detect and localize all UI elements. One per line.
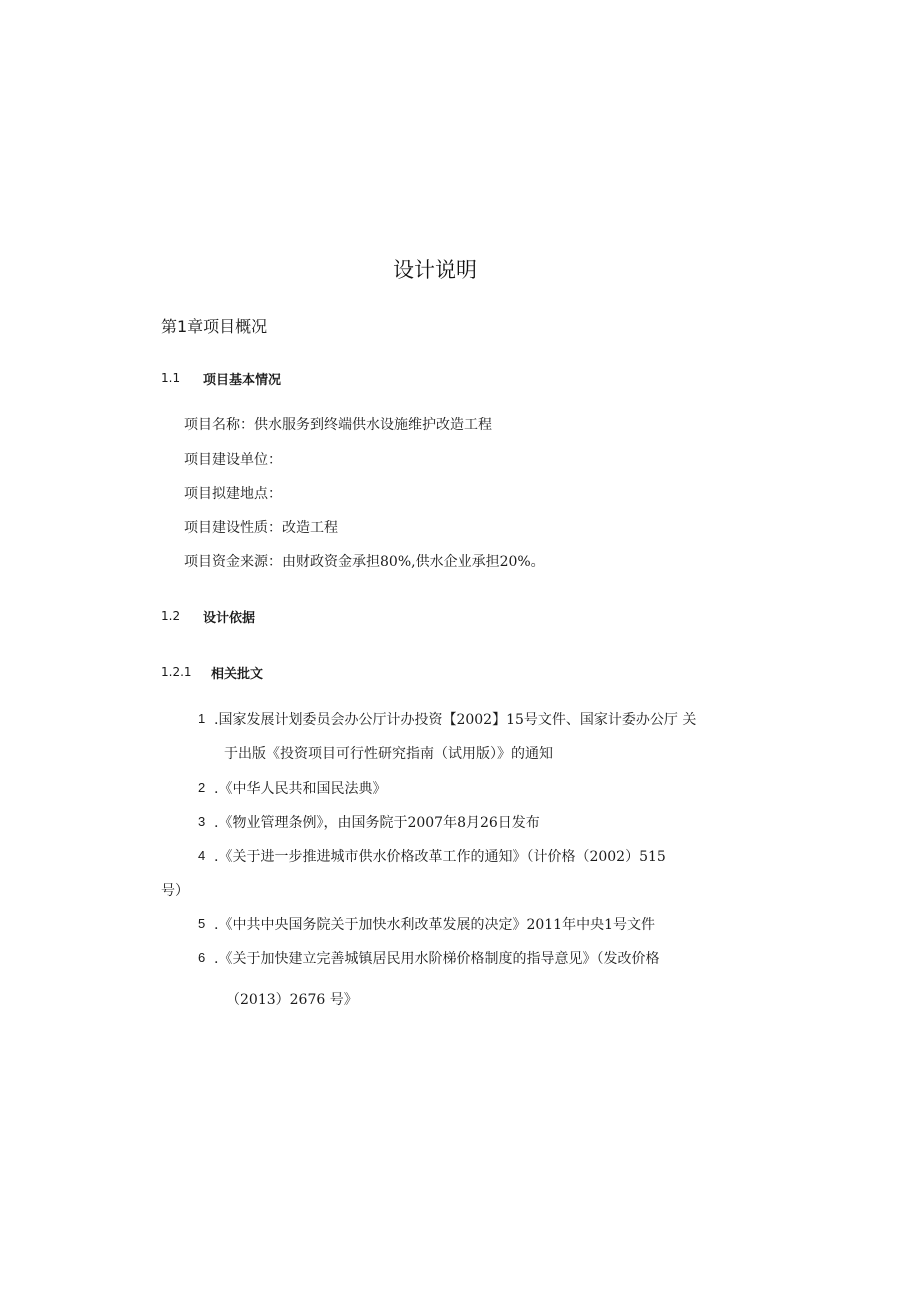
list-item-number: 3	[198, 814, 206, 829]
project-name-line: 项目名称：供水服务到终端供水设施维护改造工程	[184, 417, 492, 433]
list-item-continuation: 号）	[161, 883, 189, 899]
list-item-number: 5	[198, 916, 206, 931]
list-item: .国家发展计划委员会办公厅计办投资【2002】15号文件、国家计委办公厅 关	[214, 712, 697, 728]
subsection-title: 相关批文	[211, 667, 264, 682]
list-item-continuation: （2013）2676 号》	[226, 992, 358, 1008]
project-owner-line: 项目建设单位：	[184, 452, 282, 468]
list-item-number: 6	[198, 950, 206, 965]
list-item: .《关于进一步推进城市供水价格改革工作的通知》（计价格（2002）515	[214, 849, 666, 865]
list-item-number: 1	[198, 711, 206, 726]
list-item: .《关于加快建立完善城镇居民用水阶梯价格制度的指导意见》（发改价格	[214, 951, 660, 967]
list-item: .《物业管理条例》，由国务院于2007年8月26日发布	[214, 815, 540, 831]
section-title: 项目基本情况	[203, 373, 282, 388]
section-number: 1.1	[161, 371, 181, 385]
list-item: .《中共中央国务院关于加快水利改革发展的决定》2011年中央1号文件	[214, 917, 655, 933]
list-item-continuation: 于出版《投资项目可行性研究指南（试用版）》的通知	[224, 746, 553, 762]
list-item-number: 2	[198, 780, 206, 795]
subsection-number: 1.2.1	[161, 665, 192, 679]
project-nature-line: 项目建设性质：改造工程	[184, 520, 338, 536]
chapter-heading: 第1章项目概况	[161, 317, 268, 336]
document-title: 设计说明	[393, 258, 477, 282]
list-item-number: 4	[198, 848, 206, 863]
project-funding-line: 项目资金来源：由财政资金承担80%,供水企业承担20%。	[184, 554, 545, 570]
section-title: 设计依据	[203, 611, 256, 626]
section-number: 1.2	[161, 609, 181, 623]
project-location-line: 项目拟建地点：	[184, 486, 282, 502]
list-item: .《中华人民共和国民法典》	[214, 781, 387, 797]
